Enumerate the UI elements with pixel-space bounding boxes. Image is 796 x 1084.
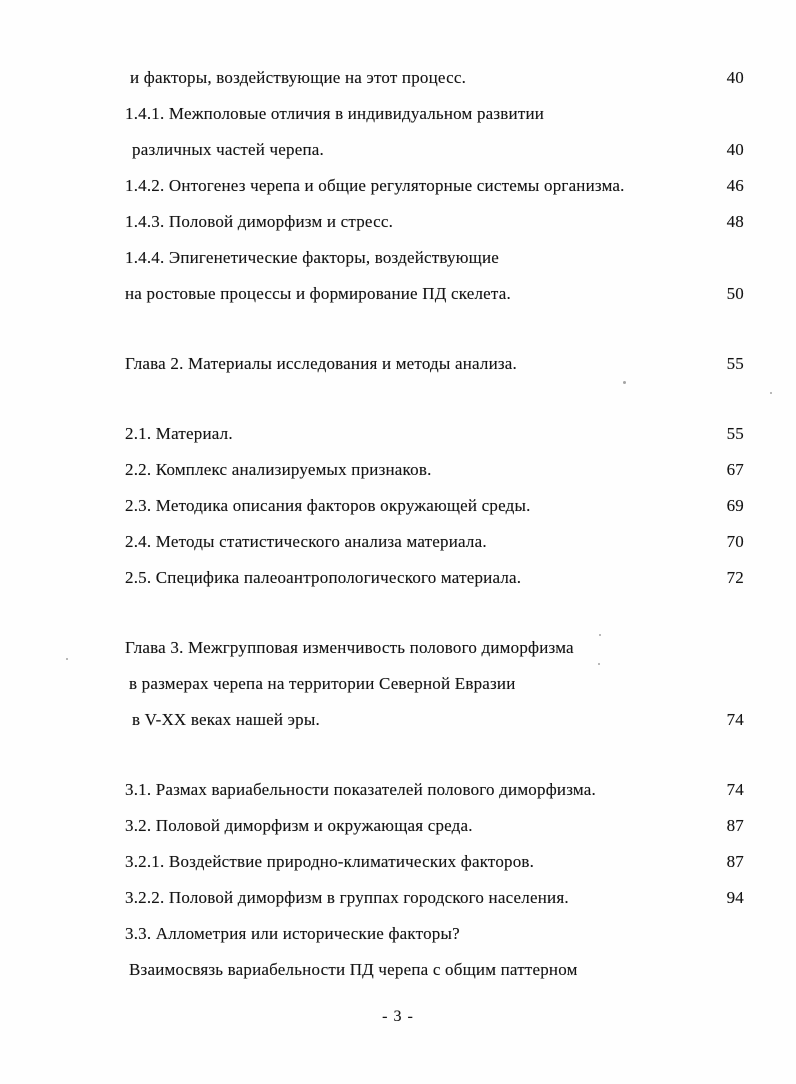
toc-entry <box>125 346 744 382</box>
toc-entry-page: 94 <box>726 888 744 907</box>
toc-entry <box>125 524 744 560</box>
toc-entry <box>125 488 744 524</box>
toc-entry-page: 72 <box>726 568 744 587</box>
toc-entry-page: 50 <box>726 284 744 303</box>
toc-entry <box>125 204 744 240</box>
toc-entry-page: 74 <box>726 710 744 729</box>
toc-entry <box>125 240 744 276</box>
scan-speck <box>770 392 772 394</box>
toc-entry <box>125 276 744 312</box>
toc-entry <box>125 844 744 880</box>
toc-entry-text: 1.4.1. Межполовые отличия в индивидуальном развитии <box>125 104 545 123</box>
toc-entry <box>125 952 744 988</box>
toc-entry-text: 2.1. Материал. <box>125 424 233 443</box>
toc-entry-text: Взаимосвязь вариабельности ПД черепа с общим паттерном <box>129 960 578 979</box>
toc-entry <box>125 808 744 844</box>
toc-entry <box>125 96 744 132</box>
toc-entry <box>125 452 744 488</box>
toc-entry-page: 69 <box>726 496 744 515</box>
toc-entry-text: 1.4.2. Онтогенез черепа и общие регуляторные системы организма. <box>125 176 625 195</box>
toc-entry <box>125 60 744 96</box>
toc-entry-page: 48 <box>726 212 744 231</box>
toc-entry-text: 2.5. Специфика палеоантропологического материала. <box>125 568 522 587</box>
toc-entry-text: различных частей черепа. <box>132 140 324 159</box>
toc-entry-text: на ростовые процессы и формирование ПД скелета. <box>125 284 511 303</box>
toc-entry-page: 55 <box>726 354 744 373</box>
toc-entry-text: Глава 3. Межгрупповая изменчивость полового диморфизма <box>125 638 574 657</box>
toc-entry-text: 1.4.3. Половой диморфизм и стресс. <box>125 212 394 231</box>
scan-speck <box>598 663 600 665</box>
toc-entry-text: 3.2.1. Воздействие природно-климатических факторов. <box>125 852 535 871</box>
toc-entry-page: 67 <box>726 460 744 479</box>
toc-entry-page: 40 <box>726 68 744 87</box>
toc-entry-text: 3.2.2. Половой диморфизм в группах городского населения. <box>125 888 569 907</box>
toc-entry-text: Глава 2. Материалы исследования и методы анализа. <box>125 354 517 373</box>
toc-entry-text: 3.3. Аллометрия или исторические факторы? <box>125 924 460 943</box>
toc-entry-page: 70 <box>726 532 744 551</box>
scan-speck <box>66 658 68 660</box>
toc-entry-text: 1.4.4. Эпигенетические факторы, воздействующие <box>125 248 499 267</box>
toc-entry-text: в V-XX веках нашей эры. <box>132 710 320 729</box>
toc-entry-text: 3.1. Размах вариабельности показателей полового диморфизма. <box>125 780 596 799</box>
toc-entry <box>125 916 744 952</box>
toc-entry-page: 74 <box>726 780 744 799</box>
toc-list <box>125 60 744 988</box>
page-number-footer: - 3 - <box>382 1008 414 1025</box>
toc-entry-page: 40 <box>726 140 744 159</box>
toc-entry <box>125 880 744 916</box>
toc-entry-page: 87 <box>726 816 744 835</box>
toc-entry <box>125 416 744 452</box>
toc-entry-text: 2.2. Комплекс анализируемых признаков. <box>125 460 432 479</box>
scan-speck <box>623 381 626 384</box>
toc-entry <box>125 666 744 702</box>
toc-entry-text: в размерах черепа на территории Северной Евразии <box>129 674 516 693</box>
toc-entry <box>125 772 744 808</box>
toc-entry-page: 55 <box>726 424 744 443</box>
toc-entry <box>125 168 744 204</box>
toc-entry <box>125 560 744 596</box>
toc-entry-page: 87 <box>726 852 744 871</box>
toc-entry-text: 2.3. Методика описания факторов окружающей среды. <box>125 496 531 515</box>
toc-entry-page: 46 <box>726 176 744 195</box>
toc-entry <box>125 132 744 168</box>
toc-entry <box>125 702 744 738</box>
toc-entry-text: 2.4. Методы статистического анализа материала. <box>125 532 487 551</box>
toc-entry-text: 3.2. Половой диморфизм и окружающая среда. <box>125 816 473 835</box>
toc-entry-text: и факторы, воздействующие на этот процесс. <box>130 68 467 87</box>
scan-speck <box>599 634 601 636</box>
toc-entry <box>125 630 744 666</box>
